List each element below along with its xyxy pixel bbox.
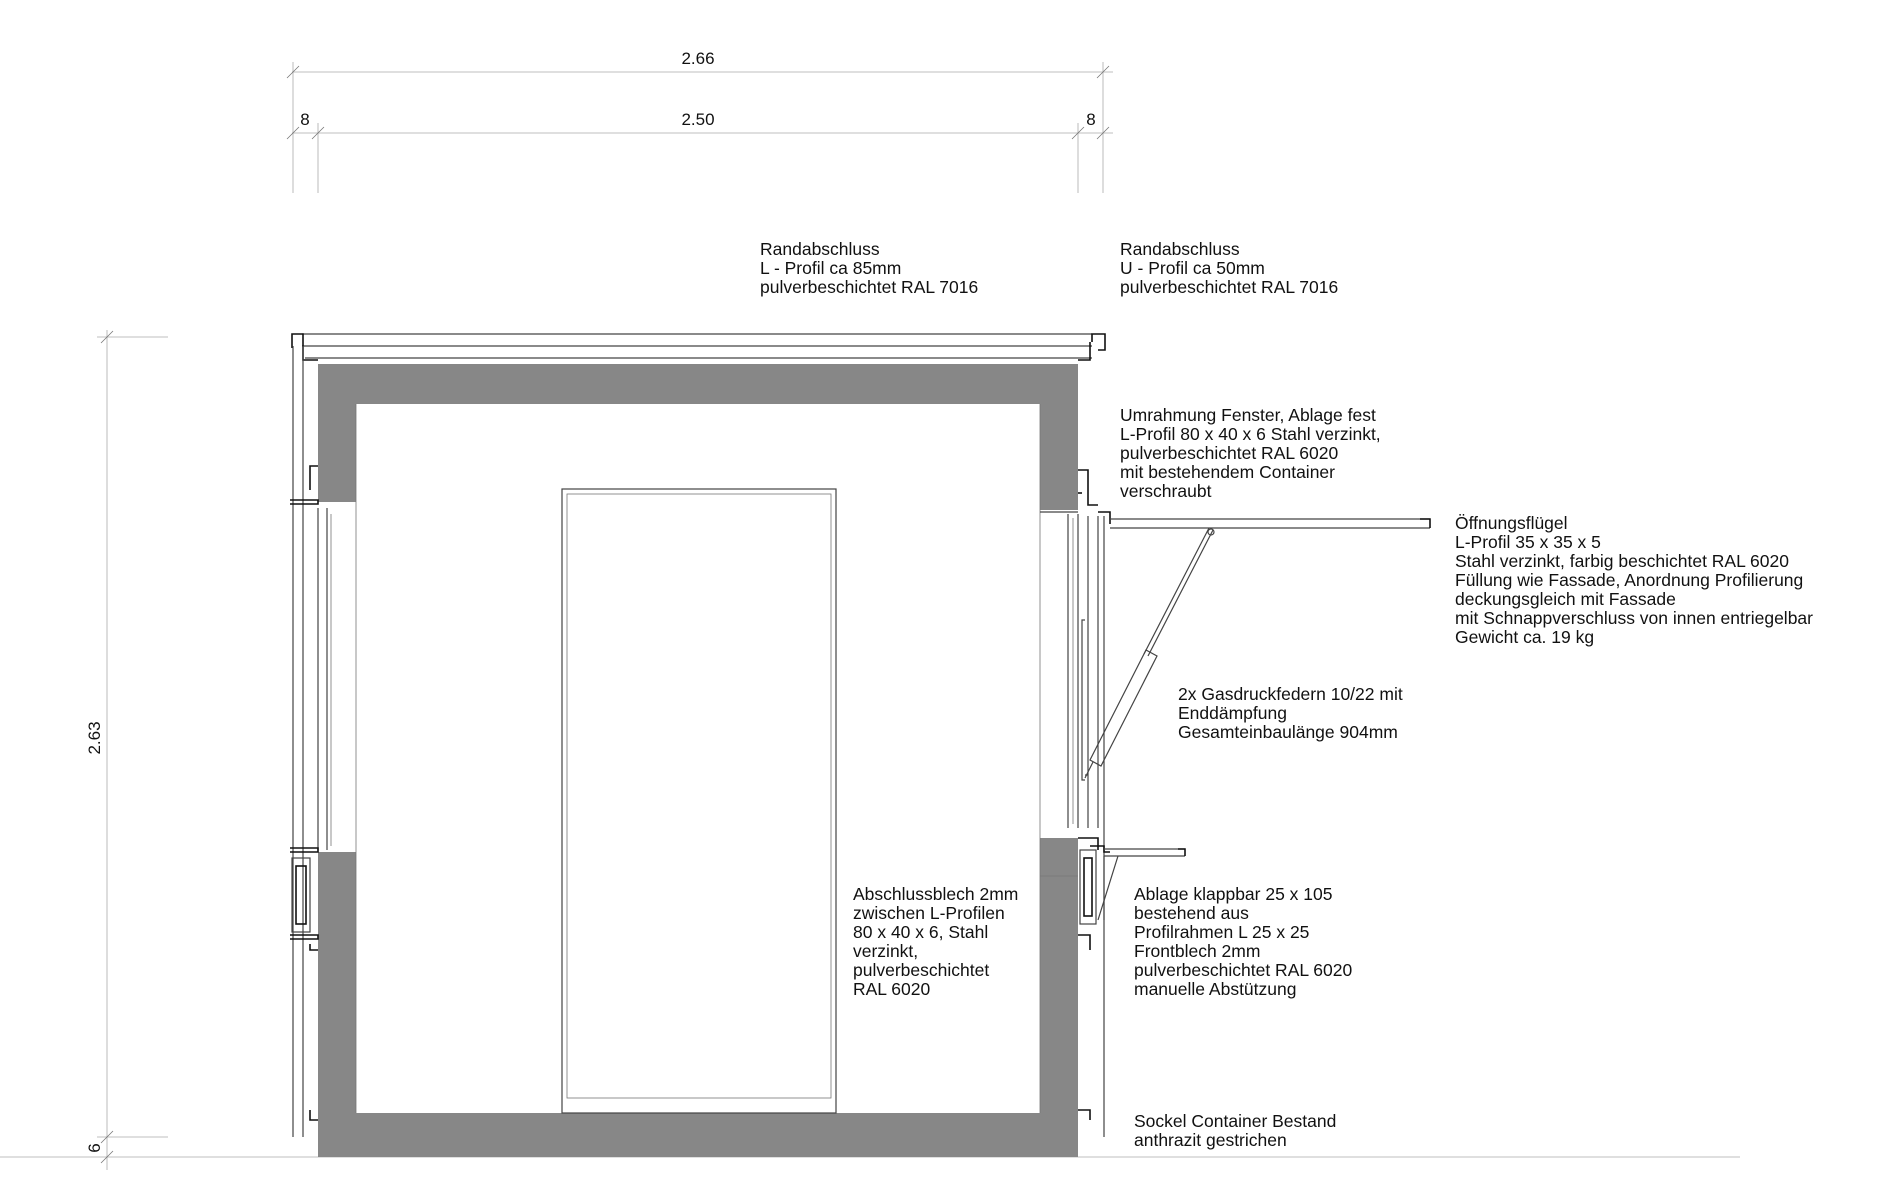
ablage-line-4: Frontblech 2mm — [1134, 941, 1261, 961]
left-box — [292, 858, 310, 932]
annotation-oeffnungsfluegel — [1455, 513, 1813, 647]
ablage-line-2: bestehend aus — [1134, 903, 1249, 923]
left-dimensions — [0, 330, 1740, 1170]
umrahmung-line-2: L-Profil 80 x 40 x 6 Stahl verzinkt, — [1120, 424, 1381, 444]
ablage-line-5: pulverbeschichtet RAL 6020 — [1134, 960, 1353, 980]
roof-edge — [292, 334, 1105, 360]
right-wall-upper — [1040, 404, 1078, 510]
gasdruck-line-3: Gesamteinbaulänge 904mm — [1178, 722, 1398, 742]
umrahmung-line-3: pulverbeschichtet RAL 6020 — [1120, 443, 1339, 463]
gasdruck-line-2: Enddämpfung — [1178, 703, 1287, 723]
dim-base: 6 — [85, 1143, 104, 1153]
top-dimensions — [287, 49, 1113, 193]
dim-right-edge: 8 — [1086, 110, 1096, 129]
annotation-sockel — [1134, 1111, 1336, 1150]
annotation-umrahmung — [1120, 405, 1381, 501]
fluegel-line-4: Füllung wie Fassade, Anordnung Profilierung — [1455, 570, 1804, 590]
abschluss-line-1: Abschlussblech 2mm — [853, 884, 1019, 904]
dim-overall-width: 2.66 — [681, 49, 715, 68]
abschluss-line-5: pulverbeschichtet — [853, 960, 990, 980]
door-frame-inner — [567, 494, 831, 1098]
fluegel-line-5: deckungsgleich mit Fassade — [1455, 589, 1676, 609]
gas-spring-rod — [1148, 530, 1213, 656]
rand-u-line-3: pulverbeschichtet RAL 7016 — [1120, 277, 1339, 297]
rand-u-line-1: Randabschluss — [1120, 239, 1240, 259]
umrahmung-line-1: Umrahmung Fenster, Ablage fest — [1120, 405, 1376, 425]
dim-inner-width: 2.50 — [681, 110, 715, 129]
fluegel-line-3: Stahl verzinkt, farbig beschichtet RAL 6020 — [1455, 551, 1789, 571]
floor-slab — [318, 1113, 1078, 1157]
ablage-line-3: Profilrahmen L 25 x 25 — [1134, 922, 1310, 942]
abschluss-line-6: RAL 6020 — [853, 979, 931, 999]
abschluss-line-3: 80 x 40 x 6, Stahl — [853, 922, 989, 942]
right-facade — [1040, 470, 1430, 1137]
umrahmung-line-4: mit bestehendem Container — [1120, 462, 1335, 482]
left-wall-upper — [318, 404, 356, 502]
interior — [356, 404, 1040, 1113]
rand-l-line-1: Randabschluss — [760, 239, 880, 259]
fluegel-line-2: L-Profil 35 x 35 x 5 — [1455, 532, 1601, 552]
fluegel-line-7: Gewicht ca. 19 kg — [1455, 627, 1595, 647]
rand-u-line-2: U - Profil ca 50mm — [1120, 258, 1265, 278]
right-box — [1080, 850, 1096, 924]
right-wall-lower — [1040, 838, 1078, 1113]
ablage-line-1: Ablage klappbar 25 x 105 — [1134, 884, 1333, 904]
rand-l-line-2: L - Profil ca 85mm — [760, 258, 902, 278]
container-walls — [318, 364, 1078, 1157]
fluegel-line-1: Öffnungsflügel — [1455, 513, 1568, 533]
abschluss-line-2: zwischen L-Profilen — [853, 903, 1005, 923]
roof-slab — [318, 364, 1078, 404]
umrahmung-line-5: verschraubt — [1120, 481, 1212, 501]
sockel-line-1: Sockel Container Bestand — [1134, 1111, 1337, 1131]
sockel-line-2: anthrazit gestrichen — [1134, 1130, 1287, 1150]
annotation-gasdruck — [1178, 684, 1403, 742]
gasdruck-line-1: 2x Gasdruckfedern 10/22 mit — [1178, 684, 1403, 704]
dim-left-edge: 8 — [300, 110, 310, 129]
door-frame-outer — [562, 489, 836, 1113]
ablage-line-6: manuelle Abstützung — [1134, 979, 1297, 999]
rand-l-line-3: pulverbeschichtet RAL 7016 — [760, 277, 979, 297]
annotation-rand-l — [760, 239, 978, 297]
annotation-abschlussblech — [853, 884, 1018, 999]
annotation-rand-u — [1120, 239, 1338, 297]
gas-spring-cylinder — [1090, 650, 1157, 766]
annotation-ablage — [1134, 884, 1353, 999]
fluegel-line-6: mit Schnappverschluss von innen entriegelbar — [1455, 608, 1813, 628]
dim-height: 2.63 — [85, 721, 104, 755]
abschluss-line-4: verzinkt, — [853, 941, 919, 961]
left-wall-lower — [318, 852, 356, 1113]
